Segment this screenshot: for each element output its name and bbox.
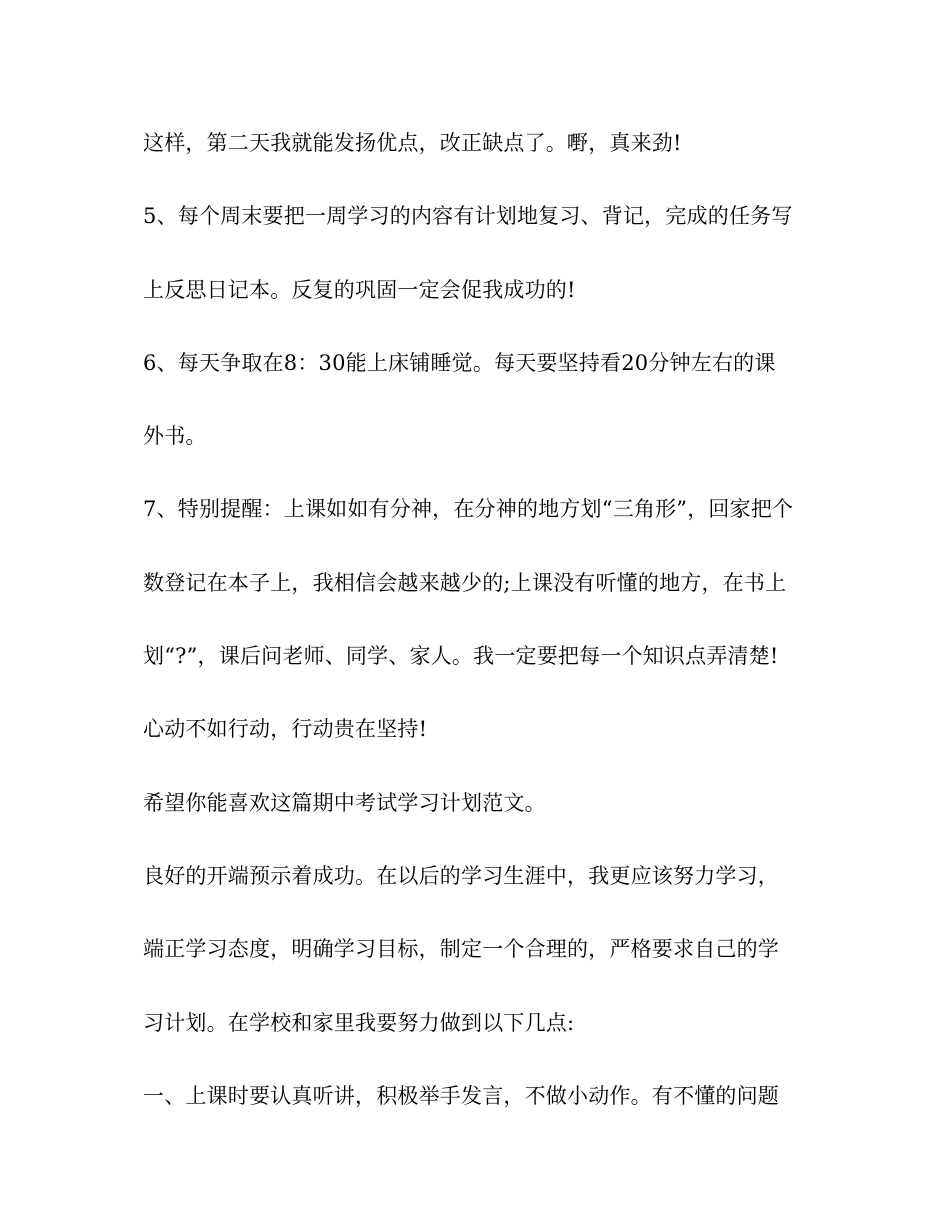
text-line-8: 划“?”，课后问老师、同学、家人。我一定要把每一个知识点弄清楚! bbox=[143, 644, 779, 669]
text-line-13: 习计划。在学校和家里我要努力做到以下几点: bbox=[143, 1010, 575, 1035]
text-line-3: 上反思日记本。反复的巩固一定会促我成功的! bbox=[143, 277, 576, 302]
text-line-11: 良好的开端预示着成功。在以后的学习生涯中，我更应该努力学习， bbox=[143, 863, 779, 888]
text-line-7: 数登记在本子上，我相信会越来越少的;上课没有听懂的地方，在书上 bbox=[143, 570, 787, 595]
text-line-6: 7、特别提醒：上课如如有分神，在分神的地方划“三角形”，回家把个 bbox=[143, 497, 794, 522]
text-line-10: 希望你能喜欢这篇期中考试学习计划范文。 bbox=[143, 790, 546, 815]
text-line-4: 6、每天争取在8：30能上床铺睡觉。每天要坚持看20分钟左右的课 bbox=[143, 350, 776, 375]
text-line-9: 心动不如行动，行动贵在坚持! bbox=[143, 717, 428, 742]
document-body bbox=[143, 120, 823, 1146]
text-line-1: 这样，第二天我就能发扬优点，改正缺点了。嘢，真来劲! bbox=[143, 131, 682, 155]
text-line-2: 5、每个周末要把一周学习的内容有计划地复习、背记，完成的任务写 bbox=[143, 204, 793, 229]
text-line-14: 一、上课时要认真听讲，积极举手发言，不做小动作。有不懂的问题 bbox=[143, 1083, 779, 1108]
text-line-12: 端正学习态度，明确学习目标，制定一个合理的，严格要求自己的学 bbox=[143, 937, 779, 962]
text-line-5: 外书。 bbox=[143, 424, 207, 449]
